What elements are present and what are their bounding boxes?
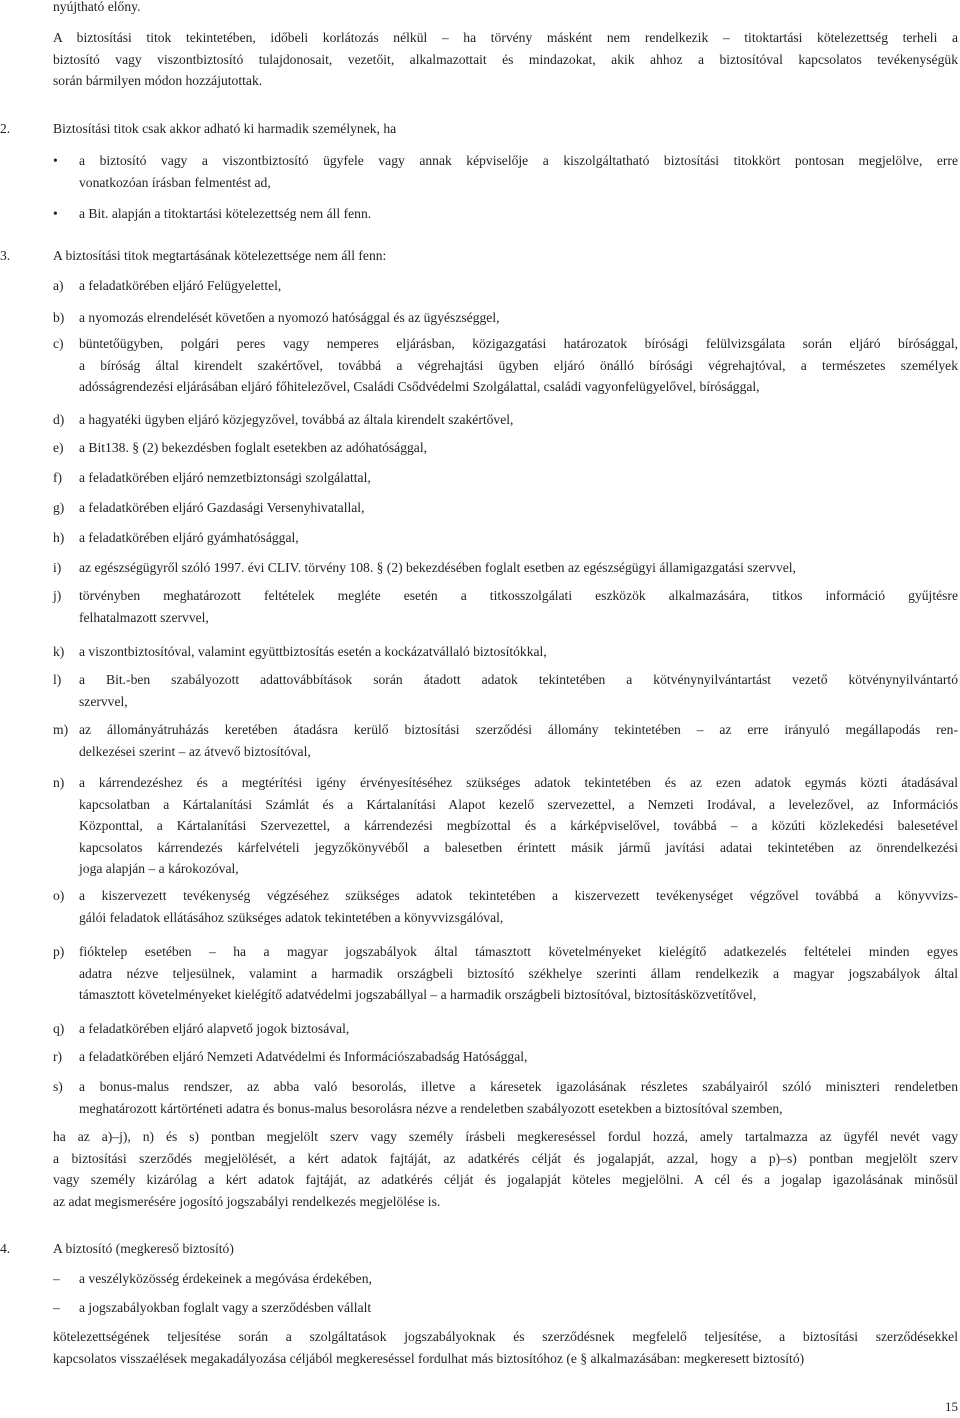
- list-item-line: meghatározott kártörténeti adatra és bonus-malus besorolásra nézve a rendeletben szabályozott esetekben a biztosítóval szemben,: [79, 1100, 783, 1116]
- paragraph-secrecy-line: során bármilyen módon hozzájutottak.: [53, 73, 263, 88]
- list-item-line: a bonus-malus rendszer, az abba való besorolás, illetve a káresetek igazolásának részletes szabályairól szóló miniszteri rendeletben: [79, 1079, 958, 1094]
- list-item-line: az egészségügyről szóló 1997. évi CLIV. törvény 108. § (2) bekezdésében foglalt esetben az egészségügyi államigazgatási szervvel,: [79, 560, 796, 575]
- list-item: [79, 641, 958, 663]
- list-item: [79, 409, 958, 431]
- list-item-line: a Bit138. § (2) bekezdésben foglalt esetekben az adóhatósággal,: [79, 440, 428, 455]
- section-4-closing-line: kapcsolatos visszaélések megakadályozása céljából megkereséssel fordulhat más biztosítóhoz (e § alkalmazásában: megkeresett biztosító): [53, 1350, 805, 1366]
- section-3-closing-line: az adat megismerésére jogosító jogszabályi rendelkezés megjelölése is.: [53, 1193, 441, 1209]
- section-4-closing-line: kötelezettségének teljesítése során a szolgáltatások jogszabályoknak és szerződésnek megfelelő teljesítése, a biztosítási szerződésekkel: [53, 1329, 958, 1344]
- list-item-line: felhatalmazott szervvel,: [79, 609, 209, 625]
- list-label: a): [53, 278, 64, 293]
- bullet-item: [79, 203, 958, 225]
- list-item-line: támasztott követelményeket kielégítő adatvédelmi jogszabállyal – a harmadik országbeli biztosítóval, biztosításközvetítővel,: [79, 987, 757, 1002]
- list-item: [79, 527, 958, 549]
- list-item-line: büntetőügyben, polgári peres vagy nemperes eljárásban, közigazgatási határozatok bírósági felülvizsgálata során eljáró bírósággal,: [79, 336, 958, 351]
- list-item: [79, 333, 958, 398]
- list-item: [79, 669, 958, 712]
- page-number: 15: [945, 1399, 958, 1414]
- list-label: j): [53, 588, 62, 603]
- list-item: [79, 885, 958, 928]
- section-4-closing: [53, 1326, 958, 1369]
- list-item-line: delkezései szerint – az átvevő biztosítóval,: [79, 743, 311, 759]
- list-item-line: Központtal, a Kártalanítási Szervezettel, a kárrendezési megbízottal és a kárképviselővel, továbbá – a közúti közlekedési balesetével: [79, 818, 958, 833]
- list-item-line: gálói feladatok ellátásához szükséges adatok tekintetében a könyvvizsgálóval,: [79, 909, 504, 925]
- dash-item: a jogszabályokban foglalt vagy a szerződésben vállalt: [79, 1300, 372, 1315]
- list-label: e): [53, 440, 64, 455]
- list-item: [79, 941, 958, 1006]
- list-item-line: a kiszervezett tevékenység végzéséhez szükséges adatok tekintetében a kiszervezett tevékenységet végzővel továbbá a könyvvizs-: [79, 888, 958, 903]
- list-item-line: a feladatkörében eljáró Nemzeti Adatvédelmi és Információszabadság Hatósággal,: [79, 1049, 528, 1064]
- paragraph-secrecy: [53, 27, 958, 92]
- list-item: [79, 557, 958, 579]
- list-label: i): [53, 560, 62, 575]
- list-item: [79, 307, 958, 329]
- list-item-line: adatra nézve teljesülnek, valamint a harmadik országbeli biztosító székhelye szerinti állam rendelkezik a magyar jogszabályok által: [79, 965, 958, 981]
- bullet-item-line: vonatkozóan írásban felmentést ad,: [79, 174, 271, 190]
- dash-mark: –: [53, 1300, 60, 1315]
- list-item-line: szervvel,: [79, 693, 128, 709]
- section-2-number: 2.: [0, 121, 11, 136]
- top-fragment: nyújtható előny.: [53, 0, 141, 14]
- list-label: d): [53, 412, 65, 427]
- list-item: [79, 497, 958, 519]
- section-3-closing: [53, 1126, 958, 1212]
- list-item-line: a feladatkörében eljáró gyámhatósággal,: [79, 530, 299, 545]
- list-item-line: az állományátruházás keretében átadásra kerülő biztosítási szerződési állomány tekintetében – az erre irányuló megállapodás ren-: [79, 722, 958, 737]
- list-item-line: adósságrendezési eljárásában eljáró főhitelezővel, Családi Csődvédelmi Szolgálattal, családi vagyonfelügyelővel, bírósággal,: [79, 379, 760, 394]
- list-item-line: kapcsolatban a Kártalanítási Számlát és a Kártalanítási Alapot kezelő szervezettel, a Nemzeti Irodával, a levelezővel, az Információs: [79, 796, 958, 812]
- list-label: p): [53, 944, 65, 959]
- list-item: [79, 467, 958, 489]
- list-label: l): [53, 672, 62, 687]
- list-item-line: a viszontbiztosítóval, valamint együttbiztosítás esetén a kockázatvállaló biztosítókkal,: [79, 644, 547, 659]
- section-4-number: 4.: [0, 1241, 11, 1256]
- list-item-line: fióktelep esetében – ha a magyar jogszabályok által támasztott követelményeket kielégítő adatkezelés feltételei minden egyes: [79, 944, 958, 959]
- list-label: b): [53, 310, 65, 325]
- list-label: h): [53, 530, 65, 545]
- list-item-line: a nyomozás elrendelését követően a nyomozó hatósággal és az ügyészséggel,: [79, 310, 500, 325]
- list-item-line: a hagyatéki ügyben eljáró közjegyzővel, továbbá az általa kirendelt szakértővel,: [79, 412, 514, 427]
- list-label: q): [53, 1021, 65, 1036]
- section-3-closing-line: a biztosítási szerződés megjelölését, a kért adatok fajtáját, az adatkérés célját és jogalapját, azzal, hogy a p)–s) pontban megjelölt szerv: [53, 1150, 958, 1166]
- list-item: [79, 772, 958, 880]
- list-item: [79, 719, 958, 762]
- dash-item: a veszélyközösség érdekeinek a megóvása érdekében,: [79, 1271, 372, 1286]
- list-item-line: a feladatkörében eljáró nemzetbiztonsági szolgálattal,: [79, 470, 371, 485]
- bullet-item-line: a Bit. alapján a titoktartási kötelezettség nem áll fenn.: [79, 206, 372, 221]
- list-item-line: kapcsolatos kárrendezés kárfelvételi jegyzőkönyvéből a balesetben érintett másik jármű javítási adatai tekintetében az önrendelkezési: [79, 839, 958, 855]
- list-item-line: a feladatkörében eljáró Felügyelettel,: [79, 278, 282, 293]
- list-label: k): [53, 644, 65, 659]
- list-label: g): [53, 500, 65, 515]
- list-label: m): [53, 722, 69, 737]
- section-3-number: 3.: [0, 248, 11, 263]
- paragraph-secrecy-line: A biztosítási titok tekintetében, időbeli korlátozás nélkül – ha törvény másként nem rendelkezik – titoktartási kötelezettség terheli a: [53, 30, 958, 45]
- list-item-line: joga alapján – a károkozóval,: [79, 861, 239, 876]
- paragraph-secrecy-line: biztosító vagy viszontbiztosító tulajdonosait, vezetőit, alkalmazottait és mindazokat, akik ahhoz a biztosítóval kapcsolatos tevékenységük: [53, 51, 958, 67]
- list-label: r): [53, 1049, 63, 1064]
- list-item: [79, 585, 958, 628]
- list-item: [79, 1018, 958, 1040]
- list-item-line: a Bit.-ben szabályozott adattovábbítások során átadott adatok tekintetében a kötvénynyilvántartást vezető kötvénynyilvántartó: [79, 672, 958, 687]
- section-3-closing-line: vagy személy kizárólag a kért adatok fajtáját, az adatkérés célját és jogalapját köteles megjelölni. A cél és a jogalap igazolásának minősül: [53, 1172, 958, 1187]
- bullet-mark: •: [53, 206, 58, 221]
- section-3-intro: A biztosítási titok megtartásának kötelezettsége nem áll fenn:: [53, 248, 387, 263]
- list-label: f): [53, 470, 63, 485]
- list-item: [79, 437, 958, 459]
- list-item-line: a feladatkörében eljáró alapvető jogok biztosával,: [79, 1021, 350, 1036]
- list-item: [79, 1076, 958, 1119]
- list-label: s): [53, 1079, 63, 1094]
- list-item-line: a bíróság által kirendelt szakértővel, továbbá a végrehajtási ügyben eljáró önálló bírósági végrehajtóval, a természetes személyek: [79, 357, 958, 373]
- list-item-line: a feladatkörében eljáró Gazdasági Versenyhivatallal,: [79, 500, 365, 515]
- list-label: c): [53, 336, 64, 351]
- bullet-item: [79, 150, 958, 193]
- section-3-closing-line: ha az a)–j), n) és s) pontban megjelölt szerv vagy személy írásbeli megkereséssel fordul hozzá, amely tartalmazza az ügyfél nevét vagy: [53, 1129, 958, 1144]
- list-item: [79, 1046, 958, 1068]
- list-item-line: a kárrendezéshez és a megtérítési igény érvényesítéséhez szükséges adatok tekintetében és az ezen adatok egymás közti átadásával: [79, 775, 958, 790]
- list-label: n): [53, 775, 65, 790]
- bullet-item-line: a biztosító vagy a viszontbiztosító ügyfele vagy annak képviselője a kiszolgáltatható biztosítási titokkört pontosan megjelölve, erre: [79, 153, 958, 168]
- list-label: o): [53, 888, 65, 903]
- bullet-mark: •: [53, 153, 58, 168]
- section-4-intro: A biztosító (megkereső biztosító): [53, 1241, 234, 1256]
- section-2-intro: Biztosítási titok csak akkor adható ki harmadik személynek, ha: [53, 121, 397, 136]
- list-item-line: törvényben meghatározott feltételek megléte esetén a titkosszolgálati eszközök alkalmazására, titkos információ gyűjtésre: [79, 588, 958, 603]
- dash-mark: –: [53, 1271, 60, 1286]
- list-item: [79, 275, 958, 297]
